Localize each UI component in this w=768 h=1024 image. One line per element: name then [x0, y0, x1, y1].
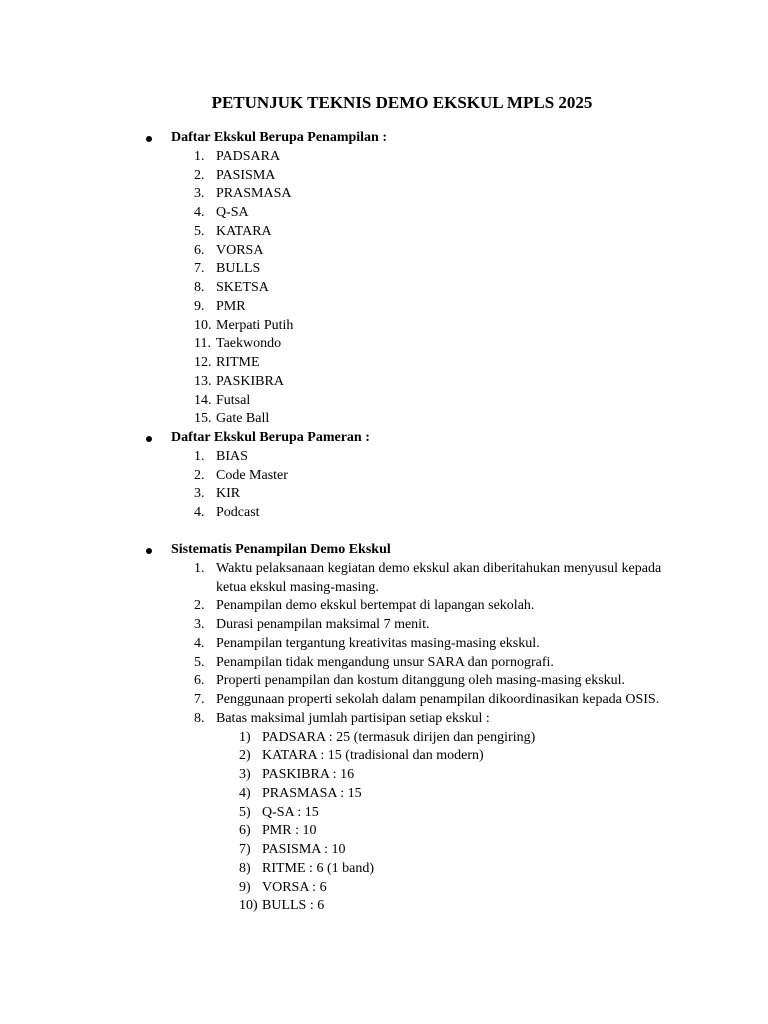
- bullet-icon: [146, 548, 152, 554]
- item-number: 14.: [194, 392, 212, 408]
- item-number: 4.: [194, 205, 205, 220]
- list-item: [0, 597, 768, 616]
- item-text: Durasi penampilan maksimal 7 menit.: [216, 617, 430, 632]
- item-text: Waktu pelaksanaan kegiatan demo ekskul akan diberitahukan menyusul kepada ketua ekskul masing-masing.: [216, 560, 662, 595]
- list-item: [0, 616, 768, 635]
- list-item: [0, 317, 768, 336]
- list-item: [0, 410, 768, 429]
- sub-item-number: 10): [239, 898, 258, 914]
- sub-item-text: KATARA : 15 (tradisional dan modern): [262, 748, 484, 764]
- item-text: Properti penampilan dan kostum ditanggung oleh masing-masing ekskul.: [216, 673, 626, 689]
- list-item: [0, 710, 768, 729]
- sub-item-text: PRASMASA : 15: [262, 785, 362, 801]
- item-text: RITME: [216, 355, 260, 370]
- item-number: 12.: [194, 355, 212, 370]
- list-item: [0, 635, 768, 654]
- sub-item-text: Q-SA : 15: [262, 804, 319, 820]
- item-text: PADSARA: [216, 148, 281, 164]
- sub-list-item: [0, 822, 768, 841]
- item-text: VORSA: [216, 242, 264, 258]
- item-text: BULLS: [216, 261, 261, 277]
- list-item: [0, 167, 768, 186]
- item-text: KIR: [216, 486, 241, 502]
- item-number: 7.: [194, 261, 205, 277]
- sub-list-item: [0, 879, 768, 898]
- sub-list-item: [0, 729, 768, 748]
- sub-list-item: [0, 785, 768, 804]
- item-number: 13.: [194, 373, 212, 389]
- item-number: 3.: [194, 617, 205, 632]
- sub-item-text: PASISMA : 10: [262, 842, 346, 857]
- item-number: 1.: [194, 560, 205, 576]
- sub-list-item: [0, 841, 768, 860]
- item-number: 10.: [194, 317, 212, 333]
- item-text: Merpati Putih: [216, 317, 294, 333]
- list-item: [0, 373, 768, 392]
- section-heading: Daftar Ekskul Berupa Penampilan :: [171, 130, 387, 145]
- item-text: SKETSA: [216, 280, 269, 295]
- list-item: [0, 354, 768, 373]
- sub-list-item: [0, 804, 768, 823]
- sub-item-number: 8): [239, 860, 251, 876]
- section-heading-line: [0, 541, 768, 560]
- list-item: [0, 392, 768, 411]
- list-item: [0, 260, 768, 279]
- section-heading-line: [0, 129, 768, 148]
- bullet-icon: [146, 436, 152, 442]
- item-number: 6.: [194, 242, 205, 258]
- list-item: [0, 560, 768, 598]
- sub-item-text: PADSARA : 25 (termasuk dirijen dan pengiring): [262, 729, 536, 745]
- sub-list-item: [0, 766, 768, 785]
- list-item: [0, 467, 768, 486]
- list-item: [0, 672, 768, 691]
- sub-item-number: 3): [239, 767, 251, 782]
- item-text: PMR: [216, 298, 246, 314]
- item-number: 1.: [194, 148, 205, 164]
- list-item: [0, 148, 768, 167]
- section-penampilan: [0, 129, 768, 429]
- list-item: [0, 279, 768, 298]
- item-text: Futsal: [216, 392, 251, 408]
- section-sistematis: [0, 541, 768, 916]
- list-item: [0, 335, 768, 354]
- sub-item-text: BULLS : 6: [262, 898, 325, 914]
- list-item: [0, 242, 768, 261]
- list-item: [0, 448, 768, 467]
- sub-item-number: 7): [239, 842, 251, 857]
- sub-item-number: 6): [239, 823, 251, 839]
- list-item: [0, 298, 768, 317]
- document-title: PETUNJUK TEKNIS DEMO EKSKUL MPLS 2025: [211, 93, 593, 112]
- item-number: 3.: [194, 186, 205, 202]
- item-number: 8.: [194, 280, 205, 295]
- sub-item-number: 2): [239, 748, 251, 764]
- item-number: 7.: [194, 692, 205, 707]
- sub-item-text: PMR : 10: [262, 823, 317, 839]
- section-heading: Sistematis Penampilan Demo Ekskul: [171, 542, 391, 557]
- sub-item-number: 1): [239, 729, 251, 745]
- item-text: Q-SA: [216, 205, 249, 220]
- item-text: KATARA: [216, 223, 272, 239]
- item-text: Penggunaan properti sekolah dalam penampilan dikoordinasikan kepada OSIS.: [216, 692, 660, 707]
- sub-item-number: 4): [239, 785, 251, 801]
- item-number: 4.: [194, 505, 205, 520]
- sub-list-item: [0, 897, 768, 916]
- item-number: 9.: [194, 298, 205, 314]
- section-heading-line: [0, 429, 768, 448]
- list-item: [0, 691, 768, 710]
- item-number: 2.: [194, 598, 205, 614]
- item-number: 1.: [194, 448, 205, 464]
- item-text: Taekwondo: [216, 336, 282, 352]
- item-number: 15.: [194, 411, 212, 427]
- item-text: Penampilan demo ekskul bertempat di lapangan sekolah.: [216, 598, 535, 614]
- item-text: BIAS: [216, 448, 248, 464]
- list-item: [0, 223, 768, 242]
- item-number: 4.: [194, 635, 205, 651]
- sub-item-text: RITME : 6 (1 band): [262, 860, 374, 876]
- item-text: Podcast: [216, 505, 260, 520]
- item-number: 11.: [194, 336, 211, 352]
- section-heading: Daftar Ekskul Berupa Pameran :: [171, 430, 370, 445]
- sub-list-item: [0, 747, 768, 766]
- sub-list-item: [0, 860, 768, 879]
- item-number: 5.: [194, 654, 205, 670]
- sub-item-number: 5): [239, 804, 251, 820]
- item-text: PRASMASA: [216, 186, 292, 202]
- item-text: Penampilan tidak mengandung unsur SARA dan pornografi.: [216, 654, 554, 670]
- item-number: 2.: [194, 167, 205, 183]
- item-text: PASKIBRA: [216, 373, 284, 389]
- item-text: PASISMA: [216, 167, 276, 183]
- sub-item-text: VORSA : 6: [262, 879, 327, 895]
- item-text: Penampilan tergantung kreativitas masing-masing ekskul.: [216, 635, 540, 651]
- sub-item-number: 9): [239, 879, 251, 895]
- list-item: [0, 485, 768, 504]
- list-item: [0, 504, 768, 523]
- item-number: 5.: [194, 223, 205, 239]
- item-text: Code Master: [216, 467, 288, 483]
- item-number: 2.: [194, 467, 205, 483]
- sub-item-text: PASKIBRA : 16: [262, 767, 355, 782]
- section-pameran: [0, 429, 768, 523]
- list-item: [0, 204, 768, 223]
- list-item: [0, 654, 768, 673]
- item-text: Batas maksimal jumlah partisipan setiap ekskul :: [216, 710, 490, 726]
- item-number: 6.: [194, 673, 205, 689]
- item-number: 8.: [194, 710, 205, 726]
- item-text: Gate Ball: [216, 411, 270, 427]
- bullet-icon: [146, 136, 152, 142]
- item-number: 3.: [194, 486, 205, 502]
- list-item: [0, 185, 768, 204]
